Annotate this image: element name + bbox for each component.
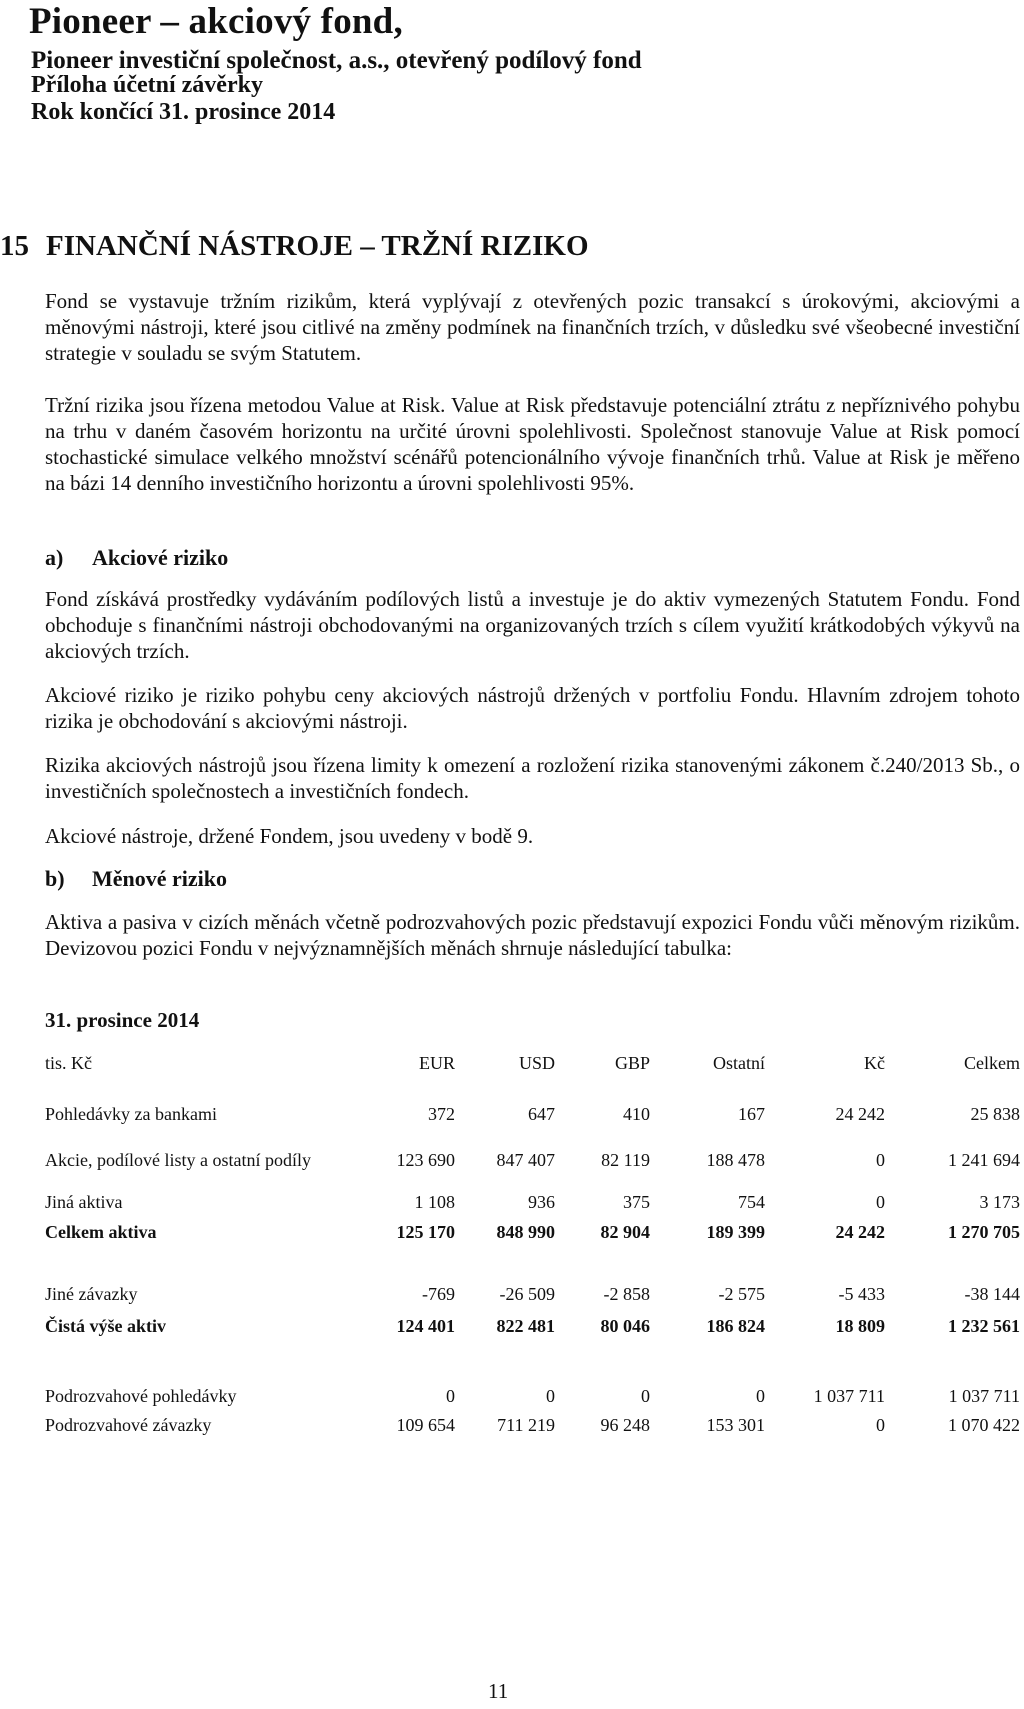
column-header: EUR xyxy=(419,1052,455,1073)
table-cell: 18 809 xyxy=(835,1315,885,1336)
subsection-b-heading xyxy=(45,866,227,892)
column-header: tis. Kč xyxy=(45,1052,92,1073)
table-cell: 0 xyxy=(876,1414,885,1435)
table-cell: 82 119 xyxy=(601,1149,650,1170)
page-number: 11 xyxy=(488,1679,509,1703)
table-row-total xyxy=(45,1216,1020,1248)
table-cell: 188 478 xyxy=(706,1149,765,1170)
subsection-b-label: b) xyxy=(45,866,65,891)
table-cell: 25 838 xyxy=(970,1103,1020,1124)
table-cell: 1 037 711 xyxy=(948,1385,1020,1406)
column-header: Kč xyxy=(864,1052,885,1073)
table-cell: -38 144 xyxy=(964,1283,1020,1304)
table-cell: -769 xyxy=(422,1283,455,1304)
table-cell: 711 219 xyxy=(497,1414,555,1435)
table-cell: 24 242 xyxy=(835,1221,885,1242)
table-cell: -26 509 xyxy=(499,1283,555,1304)
fund-name: Pioneer – akciový fond, xyxy=(29,1,403,42)
currency-position-table xyxy=(45,1048,1020,1440)
document-type: Příloha účetní závěrky xyxy=(31,72,263,98)
table-cell: 123 690 xyxy=(396,1149,455,1170)
table-cell: 1 232 561 xyxy=(948,1315,1020,1336)
table-header-row xyxy=(45,1048,1020,1078)
table-cell: 80 046 xyxy=(600,1315,650,1336)
table-cell: 0 xyxy=(641,1385,650,1406)
table-cell: 754 xyxy=(738,1191,765,1212)
row-label: Celkem aktiva xyxy=(45,1221,157,1242)
table-date: 31. prosince 2014 xyxy=(45,1008,200,1032)
table-cell: 647 xyxy=(528,1103,555,1124)
row-label: Akcie, podílové listy a ostatní podíly xyxy=(45,1150,311,1170)
table-cell: 109 654 xyxy=(396,1414,455,1435)
table-cell: 410 xyxy=(623,1103,650,1124)
subsection-a-heading xyxy=(45,545,228,571)
row-label: Podrozvahové pohledávky xyxy=(45,1385,237,1406)
column-header: USD xyxy=(518,1052,555,1073)
table-row xyxy=(45,1278,1020,1310)
row-label: Jiné závazky xyxy=(45,1283,138,1304)
table-cell: 82 904 xyxy=(600,1221,650,1242)
paragraph-equity-1: Fond získává prostředky vydáváním podílových listů a investuje je do aktiv vymezených Statutem Fondu. Fond obchoduje s finančními nástroji obchodovanými na organizovaných trzích s cílem využití krátkodobých výkyvů na akciových trzích. xyxy=(45,587,1020,663)
table-cell: 125 170 xyxy=(396,1221,455,1242)
subsection-b-title: Měnové riziko xyxy=(92,866,228,891)
table-cell: -2 858 xyxy=(603,1283,650,1304)
table-row-total xyxy=(45,1310,1020,1342)
table-cell: 3 173 xyxy=(979,1191,1020,1212)
table-cell: 1 108 xyxy=(414,1191,455,1212)
table-cell: 124 401 xyxy=(396,1315,455,1336)
subsection-a-title: Akciové riziko xyxy=(92,545,229,570)
table-cell: 0 xyxy=(546,1385,555,1406)
paragraph-intro: Fond se vystavuje tržním rizikům, která vyplývají z otevřených pozic transakcí s úrokovými, akciovými a měnovými nástroji, které jsou citlivé na změny podmínek na finančních trzích, v důsledku své všeobecné investiční strategie v souladu se svým Statutem. xyxy=(45,289,1020,365)
section-title: FINANČNÍ NÁSTROJE – TRŽNÍ RIZIKO xyxy=(46,230,589,262)
table-cell: 1 270 705 xyxy=(948,1221,1020,1242)
table-cell: 848 990 xyxy=(496,1221,555,1242)
row-label: Pohledávky za bankami xyxy=(45,1103,217,1124)
column-header: Ostatní xyxy=(713,1052,765,1073)
row-label: Podrozvahové závazky xyxy=(45,1414,212,1435)
paragraph-equity-4: Akciové nástroje, držené Fondem, jsou uvedeny v bodě 9. xyxy=(45,824,534,848)
table-row xyxy=(45,1132,1020,1188)
paragraph-currency-1: Aktiva a pasiva v cizích měnách včetně podrozvahových pozic představují expozici Fondu vůči měnovým rizikům. Devizovou pozici Fondu v nejvýznamnějších měnách shrnuje následující tabulka: xyxy=(45,910,1020,960)
table-cell: 0 xyxy=(876,1149,885,1170)
table-cell: 0 xyxy=(756,1385,765,1406)
table-cell: 847 407 xyxy=(496,1149,555,1170)
row-label: Čistá výše aktiv xyxy=(45,1315,166,1336)
table-row xyxy=(45,1382,1020,1410)
table-cell: -5 433 xyxy=(838,1283,885,1304)
table-cell: -2 575 xyxy=(718,1283,765,1304)
table-cell: 96 248 xyxy=(600,1414,650,1435)
table-cell: 153 301 xyxy=(706,1414,765,1435)
table-cell: 186 824 xyxy=(706,1315,765,1336)
section-number: 15 xyxy=(0,230,29,262)
paragraph-equity-2: Akciové riziko je riziko pohybu ceny akciových nástrojů držených v portfoliu Fondu. Hlavním zdrojem tohoto rizika je obchodování s akciovými nástroji. xyxy=(45,683,1020,733)
table-row xyxy=(45,1410,1020,1440)
table-cell: 189 399 xyxy=(706,1221,765,1242)
row-label: Jiná aktiva xyxy=(45,1191,123,1212)
table-cell: 167 xyxy=(738,1103,765,1124)
table-cell: 375 xyxy=(623,1191,650,1212)
paragraph-equity-3: Rizika akciových nástrojů jsou řízena limity k omezení a rozložení rizika stanovenými zákonem č.240/2013 Sb., o investičních společnostech a investičních fondech. xyxy=(45,753,1020,803)
column-header: Celkem xyxy=(964,1052,1020,1073)
table-row xyxy=(45,1188,1020,1216)
paragraph-value-at-risk: Tržní rizika jsou řízena metodou Value at Risk. Value at Risk představuje potenciální ztrátu z nepříznivého pohybu na trhu v daném časovém horizontu na určité úrovni spolehlivosti. Společnost stanovuje Value at Risk pomocí stochastické simulace velkého množství scénářů potencionálního vývoje finančních trhů. Value at Risk je měřeno na bázi 14 denního investičního horizontu a úrovni spolehlivosti 95%. xyxy=(45,393,1020,495)
table-cell: 1 037 711 xyxy=(813,1385,885,1406)
table-cell: 936 xyxy=(528,1191,555,1212)
table-cell: 822 481 xyxy=(496,1315,555,1336)
column-header: GBP xyxy=(614,1052,650,1073)
table-cell: 372 xyxy=(428,1103,455,1124)
table-cell: 1 241 694 xyxy=(948,1149,1020,1170)
company-name: Pioneer investiční společnost, a.s., otevřený podílový fond xyxy=(31,47,642,74)
subsection-a-label: a) xyxy=(45,545,64,570)
table-row xyxy=(45,1096,1020,1132)
table-cell: 24 242 xyxy=(835,1103,885,1124)
reporting-period: Rok končící 31. prosince 2014 xyxy=(31,99,336,125)
table-cell: 0 xyxy=(876,1191,885,1212)
table-cell: 0 xyxy=(446,1385,455,1406)
section-heading xyxy=(0,230,589,263)
table-cell: 1 070 422 xyxy=(948,1414,1020,1435)
